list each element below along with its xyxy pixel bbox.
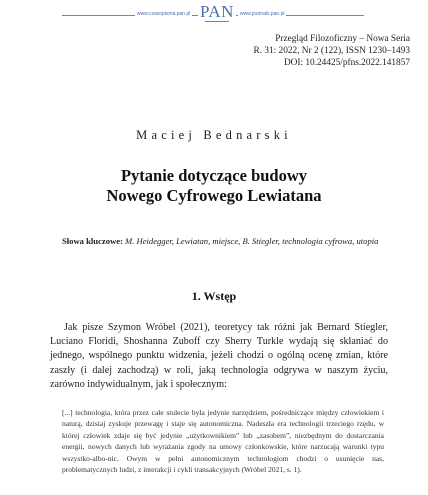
block-quote: [...] technologia, która przez całe stulecie była jedynie narzędziem, pośredniczące między człowiekiem i naturą, dzisiaj zyskuje przewagę i staje się autonomiczna. Nadeszła era technologii trzeciego rzędu, w której człowiek zdaje się być jedynie „użytkownikiem” lub „zasobem”, niezbędnym do dostarczania energii, nowych danych lub wyrażania zgody na umowy członkowskie, które narzucają warunki typu wszystko-albo-nic. Owym w pełni autonomicznym technologiom chodzi o usunięcie nas, problematycznych ludzi, z interakcji i cykli transakcyjnych (Wróbel 2021, s. 1). (62, 408, 384, 475)
keywords-text: M. Heidegger, Lewiatan, miejsce, B. Stiegler, technologia cyfrowa, utopia (125, 236, 379, 246)
journal-name: Przegląd Filozoficzny – Nowa Seria (275, 34, 410, 44)
title-line-1: Pytanie dotyczące budowy (120, 166, 308, 185)
keywords-label: Słowa kluczowe: (62, 236, 123, 246)
header-url-left[interactable]: www.czasopisma.pan.pl (137, 11, 191, 17)
header-url-right[interactable]: www.journals.pan.pl (240, 11, 285, 17)
pan-logo-underline (205, 21, 229, 23)
journal-info (190, 33, 410, 69)
body-paragraph: Jak pisze Szymon Wróbel (2021), teoretycy tak różni jak Bernard Stiegler, Luciano Floridi, Shoshanna Zuboff czy Sherry Turkle wydają się skłaniać do jednego, wspólnego punktu widzenia, jeżeli chodzi o ogólną ocenę zmian, które zaszły (i dalej zachodzą) w roli, jaką technologia odgrywa w naszym życiu, zarówno indywidualnym, jak i społecznym: (50, 322, 388, 390)
page-header (0, 0, 428, 30)
journal-issue: R. 31: 2022, Nr 2 (122), ISSN 1230–1493 (253, 46, 410, 56)
article-title (0, 166, 428, 206)
pan-logo (199, 3, 235, 27)
pan-logo-text: PAN (200, 2, 234, 21)
journal-doi: DOI: 10.24425/pfns.2022.141857 (283, 58, 410, 68)
title-line-2: Nowego Cyfrowego Lewiatana (106, 186, 322, 205)
section-heading: 1. Wstęp (191, 289, 237, 303)
keywords-block (62, 235, 392, 247)
article-author: Maciej Bednarski (136, 128, 292, 142)
